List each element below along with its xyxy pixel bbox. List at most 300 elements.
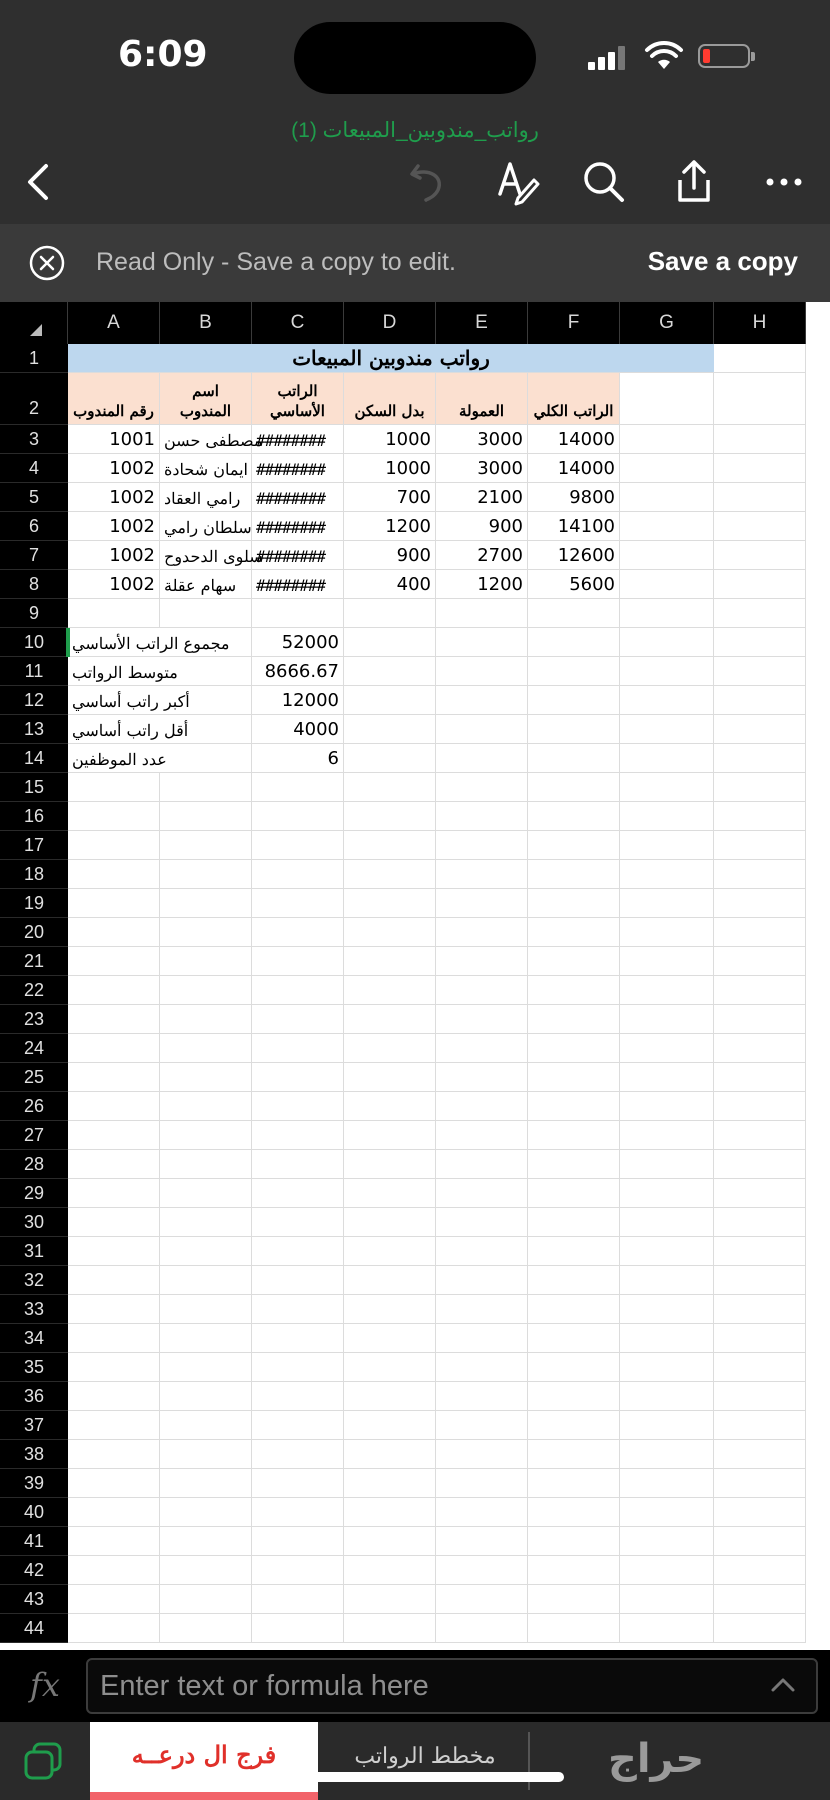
summary-value[interactable]: 12000 bbox=[252, 686, 344, 715]
row-header-2[interactable]: 2 bbox=[0, 373, 68, 425]
cell-e28[interactable] bbox=[436, 1150, 528, 1179]
cell-g21[interactable] bbox=[620, 947, 714, 976]
cell-h16[interactable] bbox=[714, 802, 806, 831]
sheet-tab-active[interactable] bbox=[90, 1722, 318, 1800]
spreadsheet-grid[interactable] bbox=[0, 302, 830, 1650]
row-header-31[interactable]: 31 bbox=[0, 1237, 68, 1266]
row-header-14[interactable]: 14 bbox=[0, 744, 68, 773]
cell-b44[interactable] bbox=[160, 1614, 252, 1643]
cell-e15[interactable] bbox=[436, 773, 528, 802]
cell-h33[interactable] bbox=[714, 1295, 806, 1324]
cell-b40[interactable] bbox=[160, 1498, 252, 1527]
row-header-41[interactable]: 41 bbox=[0, 1527, 68, 1556]
cell-d42[interactable] bbox=[344, 1556, 436, 1585]
cell-c41[interactable] bbox=[252, 1527, 344, 1556]
cell-d30[interactable] bbox=[344, 1208, 436, 1237]
cell-d40[interactable] bbox=[344, 1498, 436, 1527]
summary-value[interactable]: 52000 bbox=[252, 628, 344, 657]
cell-d28[interactable] bbox=[344, 1150, 436, 1179]
cell-rep-name[interactable]: سهام عقلة bbox=[160, 570, 252, 599]
cell-h35[interactable] bbox=[714, 1353, 806, 1382]
cell-housing-allowance[interactable]: 900 bbox=[344, 541, 436, 570]
cell-c33[interactable] bbox=[252, 1295, 344, 1324]
cell-b19[interactable] bbox=[160, 889, 252, 918]
cell-d22[interactable] bbox=[344, 976, 436, 1005]
save-copy-button[interactable]: Save a copy bbox=[647, 246, 798, 276]
cell-f36[interactable] bbox=[528, 1382, 620, 1411]
cell-h34[interactable] bbox=[714, 1324, 806, 1353]
cell-h15[interactable] bbox=[714, 773, 806, 802]
cell-e22[interactable] bbox=[436, 976, 528, 1005]
cell-h24[interactable] bbox=[714, 1034, 806, 1063]
cell-a18[interactable] bbox=[68, 860, 160, 889]
cell-g5[interactable] bbox=[620, 483, 714, 512]
cell-b17[interactable] bbox=[160, 831, 252, 860]
cell-b21[interactable] bbox=[160, 947, 252, 976]
cell-c17[interactable] bbox=[252, 831, 344, 860]
cell-a33[interactable] bbox=[68, 1295, 160, 1324]
cell-f10[interactable] bbox=[528, 628, 620, 657]
more-options-icon[interactable] bbox=[760, 158, 808, 206]
cell-a31[interactable] bbox=[68, 1237, 160, 1266]
cell-d27[interactable] bbox=[344, 1121, 436, 1150]
cell-a21[interactable] bbox=[68, 947, 160, 976]
cell-b31[interactable] bbox=[160, 1237, 252, 1266]
cell-g6[interactable] bbox=[620, 512, 714, 541]
cell-a24[interactable] bbox=[68, 1034, 160, 1063]
cell-h2[interactable] bbox=[714, 373, 806, 425]
cell-c9[interactable] bbox=[252, 599, 344, 628]
column-header-e[interactable]: E bbox=[436, 302, 528, 344]
row-header-16[interactable]: 16 bbox=[0, 802, 68, 831]
cell-h31[interactable] bbox=[714, 1237, 806, 1266]
back-chevron-icon[interactable] bbox=[16, 158, 64, 206]
cell-c42[interactable] bbox=[252, 1556, 344, 1585]
cell-d32[interactable] bbox=[344, 1266, 436, 1295]
cell-f30[interactable] bbox=[528, 1208, 620, 1237]
cell-d23[interactable] bbox=[344, 1005, 436, 1034]
cell-f43[interactable] bbox=[528, 1585, 620, 1614]
cell-f18[interactable] bbox=[528, 860, 620, 889]
cell-g8[interactable] bbox=[620, 570, 714, 599]
summary-label[interactable]: متوسط الرواتب bbox=[68, 657, 252, 686]
row-header-18[interactable]: 18 bbox=[0, 860, 68, 889]
cell-e17[interactable] bbox=[436, 831, 528, 860]
header-cell-e[interactable]: العمولة bbox=[436, 373, 528, 425]
cell-a27[interactable] bbox=[68, 1121, 160, 1150]
cell-d29[interactable] bbox=[344, 1179, 436, 1208]
row-header-26[interactable]: 26 bbox=[0, 1092, 68, 1121]
cell-h3[interactable] bbox=[714, 425, 806, 454]
row-header-40[interactable]: 40 bbox=[0, 1498, 68, 1527]
cell-e19[interactable] bbox=[436, 889, 528, 918]
cell-h25[interactable] bbox=[714, 1063, 806, 1092]
cell-d33[interactable] bbox=[344, 1295, 436, 1324]
row-header-15[interactable]: 15 bbox=[0, 773, 68, 802]
cell-a35[interactable] bbox=[68, 1353, 160, 1382]
cell-f31[interactable] bbox=[528, 1237, 620, 1266]
row-header-21[interactable]: 21 bbox=[0, 947, 68, 976]
cell-rep-name[interactable]: سلطان رامي bbox=[160, 512, 252, 541]
cell-e21[interactable] bbox=[436, 947, 528, 976]
cell-g13[interactable] bbox=[620, 715, 714, 744]
cell-f22[interactable] bbox=[528, 976, 620, 1005]
cell-d14[interactable] bbox=[344, 744, 436, 773]
cell-f17[interactable] bbox=[528, 831, 620, 860]
cell-c43[interactable] bbox=[252, 1585, 344, 1614]
cell-f11[interactable] bbox=[528, 657, 620, 686]
cell-f39[interactable] bbox=[528, 1469, 620, 1498]
cell-e25[interactable] bbox=[436, 1063, 528, 1092]
row-header-17[interactable]: 17 bbox=[0, 831, 68, 860]
row-header-37[interactable]: 37 bbox=[0, 1411, 68, 1440]
sheets-list-icon[interactable] bbox=[22, 1740, 64, 1782]
cell-c19[interactable] bbox=[252, 889, 344, 918]
cell-c37[interactable] bbox=[252, 1411, 344, 1440]
cell-c32[interactable] bbox=[252, 1266, 344, 1295]
cell-e18[interactable] bbox=[436, 860, 528, 889]
row-header-43[interactable]: 43 bbox=[0, 1585, 68, 1614]
cell-housing-allowance[interactable]: 1000 bbox=[344, 425, 436, 454]
cell-g29[interactable] bbox=[620, 1179, 714, 1208]
cell-c22[interactable] bbox=[252, 976, 344, 1005]
cell-h41[interactable] bbox=[714, 1527, 806, 1556]
cell-a17[interactable] bbox=[68, 831, 160, 860]
cell-a25[interactable] bbox=[68, 1063, 160, 1092]
row-header-38[interactable]: 38 bbox=[0, 1440, 68, 1469]
cell-d21[interactable] bbox=[344, 947, 436, 976]
cell-g38[interactable] bbox=[620, 1440, 714, 1469]
cell-g23[interactable] bbox=[620, 1005, 714, 1034]
cell-c16[interactable] bbox=[252, 802, 344, 831]
cell-f12[interactable] bbox=[528, 686, 620, 715]
cell-g10[interactable] bbox=[620, 628, 714, 657]
row-header-30[interactable]: 30 bbox=[0, 1208, 68, 1237]
cell-h42[interactable] bbox=[714, 1556, 806, 1585]
cell-c38[interactable] bbox=[252, 1440, 344, 1469]
sheet-tab-chart[interactable]: مخطط الرواتب bbox=[354, 1744, 496, 1769]
cell-c21[interactable] bbox=[252, 947, 344, 976]
cell-h38[interactable] bbox=[714, 1440, 806, 1469]
cell-h18[interactable] bbox=[714, 860, 806, 889]
cell-b26[interactable] bbox=[160, 1092, 252, 1121]
cell-h13[interactable] bbox=[714, 715, 806, 744]
cell-g3[interactable] bbox=[620, 425, 714, 454]
cell-h23[interactable] bbox=[714, 1005, 806, 1034]
close-banner-icon[interactable] bbox=[28, 244, 66, 282]
row-header-19[interactable]: 19 bbox=[0, 889, 68, 918]
row-header-8[interactable]: 8 bbox=[0, 570, 68, 599]
chevron-up-icon[interactable] bbox=[770, 1674, 796, 1696]
row-header-33[interactable]: 33 bbox=[0, 1295, 68, 1324]
cell-c29[interactable] bbox=[252, 1179, 344, 1208]
cell-h11[interactable] bbox=[714, 657, 806, 686]
cell-f33[interactable] bbox=[528, 1295, 620, 1324]
cell-e37[interactable] bbox=[436, 1411, 528, 1440]
cell-b25[interactable] bbox=[160, 1063, 252, 1092]
cell-rep-id[interactable]: 1002 bbox=[68, 541, 160, 570]
cell-h22[interactable] bbox=[714, 976, 806, 1005]
cell-f37[interactable] bbox=[528, 1411, 620, 1440]
cell-total-salary[interactable]: 14000 bbox=[528, 454, 620, 483]
column-header-c[interactable]: C bbox=[252, 302, 344, 344]
cell-f42[interactable] bbox=[528, 1556, 620, 1585]
cell-a28[interactable] bbox=[68, 1150, 160, 1179]
cell-e10[interactable] bbox=[436, 628, 528, 657]
cell-g17[interactable] bbox=[620, 831, 714, 860]
row-header-3[interactable]: 3 bbox=[0, 425, 68, 454]
cell-c18[interactable] bbox=[252, 860, 344, 889]
cell-b18[interactable] bbox=[160, 860, 252, 889]
cell-rep-name[interactable]: ايمان شحادة bbox=[160, 454, 252, 483]
row-header-27[interactable]: 27 bbox=[0, 1121, 68, 1150]
cell-e14[interactable] bbox=[436, 744, 528, 773]
cell-d39[interactable] bbox=[344, 1469, 436, 1498]
cell-c44[interactable] bbox=[252, 1614, 344, 1643]
cell-e12[interactable] bbox=[436, 686, 528, 715]
row-header-36[interactable]: 36 bbox=[0, 1382, 68, 1411]
sheet-title-cell[interactable]: رواتب مندوبين المبيعات bbox=[68, 344, 714, 373]
cell-rep-id[interactable]: 1001 bbox=[68, 425, 160, 454]
cell-g32[interactable] bbox=[620, 1266, 714, 1295]
summary-label[interactable]: أقل راتب أساسي bbox=[68, 715, 252, 744]
cell-a15[interactable] bbox=[68, 773, 160, 802]
cell-f20[interactable] bbox=[528, 918, 620, 947]
cell-rep-id[interactable]: 1002 bbox=[68, 512, 160, 541]
draw-pen-icon[interactable] bbox=[494, 158, 542, 206]
cell-f16[interactable] bbox=[528, 802, 620, 831]
cell-c39[interactable] bbox=[252, 1469, 344, 1498]
cell-e35[interactable] bbox=[436, 1353, 528, 1382]
cell-e13[interactable] bbox=[436, 715, 528, 744]
cell-h39[interactable] bbox=[714, 1469, 806, 1498]
cell-e30[interactable] bbox=[436, 1208, 528, 1237]
cell-g12[interactable] bbox=[620, 686, 714, 715]
cell-g14[interactable] bbox=[620, 744, 714, 773]
cell-g16[interactable] bbox=[620, 802, 714, 831]
cell-e39[interactable] bbox=[436, 1469, 528, 1498]
cell-commission[interactable]: 2100 bbox=[436, 483, 528, 512]
cell-e43[interactable] bbox=[436, 1585, 528, 1614]
cell-e33[interactable] bbox=[436, 1295, 528, 1324]
cell-g7[interactable] bbox=[620, 541, 714, 570]
cell-h29[interactable] bbox=[714, 1179, 806, 1208]
row-header-1[interactable]: 1 bbox=[0, 344, 68, 373]
row-header-34[interactable]: 34 bbox=[0, 1324, 68, 1353]
cell-e11[interactable] bbox=[436, 657, 528, 686]
cell-f34[interactable] bbox=[528, 1324, 620, 1353]
header-cell-f[interactable]: الراتب الكلي bbox=[528, 373, 620, 425]
cell-base-salary[interactable]: ######## bbox=[252, 425, 344, 454]
cell-f21[interactable] bbox=[528, 947, 620, 976]
cell-c30[interactable] bbox=[252, 1208, 344, 1237]
summary-value[interactable]: 6 bbox=[252, 744, 344, 773]
select-all-corner[interactable] bbox=[0, 302, 68, 344]
cell-a34[interactable] bbox=[68, 1324, 160, 1353]
cell-b9[interactable] bbox=[160, 599, 252, 628]
cell-e26[interactable] bbox=[436, 1092, 528, 1121]
cell-d15[interactable] bbox=[344, 773, 436, 802]
cell-b39[interactable] bbox=[160, 1469, 252, 1498]
row-header-13[interactable]: 13 bbox=[0, 715, 68, 744]
cell-c34[interactable] bbox=[252, 1324, 344, 1353]
cell-a41[interactable] bbox=[68, 1527, 160, 1556]
cell-rep-name[interactable]: رامي العقاد bbox=[160, 483, 252, 512]
cell-d11[interactable] bbox=[344, 657, 436, 686]
cell-g2[interactable] bbox=[620, 373, 714, 425]
cell-g19[interactable] bbox=[620, 889, 714, 918]
undo-icon[interactable] bbox=[404, 158, 452, 206]
cell-c40[interactable] bbox=[252, 1498, 344, 1527]
cell-g42[interactable] bbox=[620, 1556, 714, 1585]
cell-f27[interactable] bbox=[528, 1121, 620, 1150]
cell-f9[interactable] bbox=[528, 599, 620, 628]
header-cell-b[interactable] bbox=[160, 373, 252, 425]
cell-d9[interactable] bbox=[344, 599, 436, 628]
cell-g9[interactable] bbox=[620, 599, 714, 628]
cell-b41[interactable] bbox=[160, 1527, 252, 1556]
header-cell-a[interactable]: رقم المندوب bbox=[68, 373, 160, 425]
cell-g35[interactable] bbox=[620, 1353, 714, 1382]
row-header-42[interactable]: 42 bbox=[0, 1556, 68, 1585]
cell-f14[interactable] bbox=[528, 744, 620, 773]
cell-g44[interactable] bbox=[620, 1614, 714, 1643]
cell-d36[interactable] bbox=[344, 1382, 436, 1411]
cell-d16[interactable] bbox=[344, 802, 436, 831]
cell-b32[interactable] bbox=[160, 1266, 252, 1295]
cell-d35[interactable] bbox=[344, 1353, 436, 1382]
cell-h6[interactable] bbox=[714, 512, 806, 541]
cell-f26[interactable] bbox=[528, 1092, 620, 1121]
cell-e41[interactable] bbox=[436, 1527, 528, 1556]
cell-b29[interactable] bbox=[160, 1179, 252, 1208]
cell-b42[interactable] bbox=[160, 1556, 252, 1585]
cell-a30[interactable] bbox=[68, 1208, 160, 1237]
cell-f38[interactable] bbox=[528, 1440, 620, 1469]
row-header-25[interactable]: 25 bbox=[0, 1063, 68, 1092]
cell-a36[interactable] bbox=[68, 1382, 160, 1411]
cell-g11[interactable] bbox=[620, 657, 714, 686]
cell-b16[interactable] bbox=[160, 802, 252, 831]
cell-d17[interactable] bbox=[344, 831, 436, 860]
cell-f19[interactable] bbox=[528, 889, 620, 918]
cell-a29[interactable] bbox=[68, 1179, 160, 1208]
cell-b35[interactable] bbox=[160, 1353, 252, 1382]
cell-f15[interactable] bbox=[528, 773, 620, 802]
share-icon[interactable] bbox=[670, 158, 718, 206]
cell-total-salary[interactable]: 14100 bbox=[528, 512, 620, 541]
cell-h12[interactable] bbox=[714, 686, 806, 715]
cell-a40[interactable] bbox=[68, 1498, 160, 1527]
cell-e42[interactable] bbox=[436, 1556, 528, 1585]
cell-h44[interactable] bbox=[714, 1614, 806, 1643]
cell-g43[interactable] bbox=[620, 1585, 714, 1614]
row-header-35[interactable]: 35 bbox=[0, 1353, 68, 1382]
cell-b37[interactable] bbox=[160, 1411, 252, 1440]
cell-c28[interactable] bbox=[252, 1150, 344, 1179]
cell-e23[interactable] bbox=[436, 1005, 528, 1034]
cell-e32[interactable] bbox=[436, 1266, 528, 1295]
cell-housing-allowance[interactable]: 400 bbox=[344, 570, 436, 599]
summary-value[interactable]: 4000 bbox=[252, 715, 344, 744]
row-header-24[interactable]: 24 bbox=[0, 1034, 68, 1063]
cell-f44[interactable] bbox=[528, 1614, 620, 1643]
cell-a20[interactable] bbox=[68, 918, 160, 947]
cell-h5[interactable] bbox=[714, 483, 806, 512]
cell-h20[interactable] bbox=[714, 918, 806, 947]
cell-c35[interactable] bbox=[252, 1353, 344, 1382]
cell-c23[interactable] bbox=[252, 1005, 344, 1034]
cell-d34[interactable] bbox=[344, 1324, 436, 1353]
cell-a23[interactable] bbox=[68, 1005, 160, 1034]
cell-a19[interactable] bbox=[68, 889, 160, 918]
column-header-b[interactable]: B bbox=[160, 302, 252, 344]
cell-g27[interactable] bbox=[620, 1121, 714, 1150]
cell-a22[interactable] bbox=[68, 976, 160, 1005]
cell-g28[interactable] bbox=[620, 1150, 714, 1179]
cell-g30[interactable] bbox=[620, 1208, 714, 1237]
column-header-h[interactable]: H bbox=[714, 302, 806, 344]
row-header-4[interactable]: 4 bbox=[0, 454, 68, 483]
cell-h19[interactable] bbox=[714, 889, 806, 918]
cell-b23[interactable] bbox=[160, 1005, 252, 1034]
cell-b38[interactable] bbox=[160, 1440, 252, 1469]
header-cell-c[interactable] bbox=[252, 373, 344, 425]
formula-input[interactable]: Enter text or formula here bbox=[86, 1658, 818, 1714]
cell-e16[interactable] bbox=[436, 802, 528, 831]
cell-d18[interactable] bbox=[344, 860, 436, 889]
cell-g4[interactable] bbox=[620, 454, 714, 483]
cell-f40[interactable] bbox=[528, 1498, 620, 1527]
cell-a38[interactable] bbox=[68, 1440, 160, 1469]
cell-d38[interactable] bbox=[344, 1440, 436, 1469]
cell-g18[interactable] bbox=[620, 860, 714, 889]
cell-g25[interactable] bbox=[620, 1063, 714, 1092]
cell-g33[interactable] bbox=[620, 1295, 714, 1324]
cell-h21[interactable] bbox=[714, 947, 806, 976]
cell-a26[interactable] bbox=[68, 1092, 160, 1121]
cell-h10[interactable] bbox=[714, 628, 806, 657]
cell-g22[interactable] bbox=[620, 976, 714, 1005]
cell-rep-id[interactable]: 1002 bbox=[68, 570, 160, 599]
cell-housing-allowance[interactable]: 1200 bbox=[344, 512, 436, 541]
row-header-6[interactable]: 6 bbox=[0, 512, 68, 541]
cell-e31[interactable] bbox=[436, 1237, 528, 1266]
cell-h14[interactable] bbox=[714, 744, 806, 773]
search-icon[interactable] bbox=[580, 158, 628, 206]
cell-a16[interactable] bbox=[68, 802, 160, 831]
cell-f23[interactable] bbox=[528, 1005, 620, 1034]
row-header-5[interactable]: 5 bbox=[0, 483, 68, 512]
cell-f41[interactable] bbox=[528, 1527, 620, 1556]
cell-d10[interactable] bbox=[344, 628, 436, 657]
cell-a42[interactable] bbox=[68, 1556, 160, 1585]
cell-f32[interactable] bbox=[528, 1266, 620, 1295]
cell-g24[interactable] bbox=[620, 1034, 714, 1063]
cell-commission[interactable]: 2700 bbox=[436, 541, 528, 570]
cell-b15[interactable] bbox=[160, 773, 252, 802]
summary-label[interactable]: عدد الموظفين bbox=[68, 744, 252, 773]
cell-g15[interactable] bbox=[620, 773, 714, 802]
cell-commission[interactable]: 3000 bbox=[436, 425, 528, 454]
cell-f35[interactable] bbox=[528, 1353, 620, 1382]
cell-b20[interactable] bbox=[160, 918, 252, 947]
cell-d12[interactable] bbox=[344, 686, 436, 715]
cell-e38[interactable] bbox=[436, 1440, 528, 1469]
cell-a39[interactable] bbox=[68, 1469, 160, 1498]
cell-base-salary[interactable]: ######## bbox=[252, 512, 344, 541]
cell-b30[interactable] bbox=[160, 1208, 252, 1237]
